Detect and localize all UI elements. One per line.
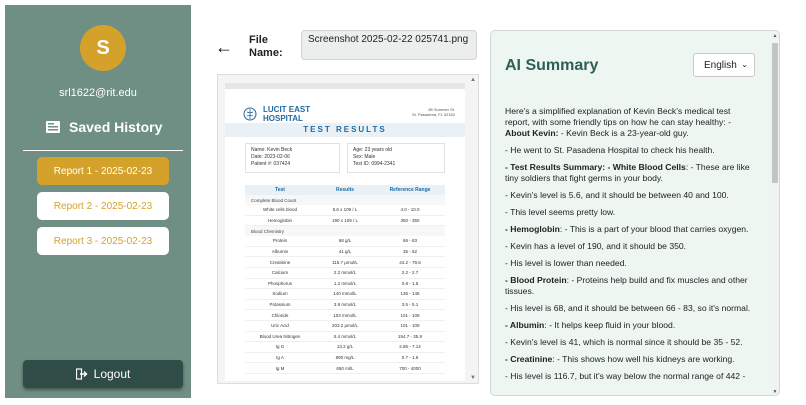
summary-paragraph: - His level is 68, and it should be between 66 - 83, so it's normal.: [505, 303, 751, 313]
table-row: [245, 363, 445, 374]
table-section-heading: Complete Blood Count: [245, 195, 445, 205]
report-1-button[interactable]: Report 1 - 2025-02-23: [37, 157, 169, 185]
summary-paragraph: - Kevin has a level of 190, and it should be 350.: [505, 241, 687, 251]
table-section-heading: Blood Chemistry: [245, 226, 445, 236]
scroll-up-icon[interactable]: ▲: [772, 33, 778, 39]
patient-info-box: [245, 143, 340, 173]
table-cell: 700 - 4000: [399, 365, 421, 371]
summary-paragraph: - Albumin: - It helps keep fluid in your blood.: [505, 320, 676, 330]
file-name-label: File Name:: [249, 34, 283, 59]
table-cell: 101 - 109: [400, 312, 420, 318]
table-cell: Calcium: [271, 270, 289, 276]
table-row: [245, 310, 445, 321]
table-cell: 5.6 x 109 / L: [332, 207, 358, 213]
table-cell: Chloride: [271, 312, 289, 318]
table-cell: Blood Urea Nitrogen: [259, 333, 301, 339]
table-cell: Ig G: [275, 344, 285, 350]
table-cell: Uric Acid: [271, 323, 289, 329]
table-cell: 35 - 52: [402, 249, 417, 255]
ai-summary-panel: [490, 30, 780, 396]
results-table-header: [245, 185, 445, 195]
table-row: [245, 289, 445, 300]
saved-history-label: Saved History: [69, 119, 163, 135]
table-cell: 2.2 - 2.7: [401, 270, 419, 276]
patient-sex: Sex: Male: [353, 154, 376, 160]
patient-date: Date: 2023-02-06: [251, 154, 290, 160]
table-cell: 136 - 146: [400, 291, 420, 297]
patient-info-box-2: [347, 143, 445, 173]
hospital-address: 85 Summer St. St. Pasadena, FL 32182: [412, 107, 455, 117]
document-top-bar: [225, 83, 465, 89]
report-3-button[interactable]: Report 3 - 2025-02-23: [37, 227, 169, 255]
header-reference-range: Reference Range: [389, 187, 431, 193]
header-test: Test: [275, 187, 285, 193]
summary-paragraph: - This level seems pretty low.: [505, 207, 616, 217]
table-cell: Hemoglobin: [267, 217, 292, 223]
table-row: [245, 300, 445, 311]
table-cell: 44.2 - 79.6: [399, 259, 421, 265]
history-icon: [45, 119, 61, 135]
patient-id: Patient #: 037424: [251, 161, 291, 167]
table-row: [245, 321, 445, 332]
results-table: [245, 185, 445, 374]
avatar[interactable]: S: [80, 25, 126, 71]
table-row: [245, 216, 445, 227]
saved-history-heading: [45, 119, 162, 135]
table-row: [245, 205, 445, 216]
table-cell: 0.8 - 1.5: [401, 280, 419, 286]
preview-scroll-up-icon[interactable]: ▲: [470, 77, 476, 83]
table-cell: 650 ml/L: [336, 365, 354, 371]
table-cell: 3.5 - 5.1: [401, 302, 419, 308]
summary-paragraph: Here's a simplified explanation of Kevin Beck's medical test report, with some friendly tips on how he can stay healthy: - About Kevin: - Kevin Beck is a 23-year-old guy.: [505, 106, 731, 138]
table-cell: 68 g/L: [338, 238, 352, 244]
table-cell: Phosphorus: [267, 280, 293, 286]
table-cell: Protein: [272, 238, 288, 244]
sidebar-divider: [23, 150, 183, 151]
table-cell: Albumin: [271, 249, 289, 255]
table-cell: 1.2 mmol/L: [333, 280, 357, 286]
summary-paragraph: - Hemoglobin: - This is a part of your blood that carries oxygen.: [505, 224, 749, 234]
preview-scroll-down-icon[interactable]: ▼: [470, 375, 476, 381]
summary-paragraph: - His level is 116.7, but it's way below the normal range of 442 -: [505, 371, 746, 381]
table-cell: 4.0 - 10.0: [400, 207, 420, 213]
lab-report-image: [225, 83, 465, 381]
user-email: srl1622@rit.edu: [59, 87, 137, 99]
summary-paragraph: - He went to St. Pasadena Hospital to check his health.: [505, 145, 715, 155]
summary-paragraph: - Blood Protein: - Proteins help build and fix muscles and other tissues.: [505, 275, 748, 296]
hospital-logo-icon: [243, 107, 257, 121]
file-name-field: Screenshot 2025-02-22 025741.png: [301, 30, 477, 60]
hospital-header: [243, 105, 323, 123]
table-cell: 5.4 mmol/L: [333, 333, 357, 339]
summary-scrollbar[interactable]: [771, 33, 779, 395]
patient-age: Age: 23 years old: [353, 147, 392, 153]
summary-paragraph: - Kevin's level is 41, which is normal since it should be 35 - 52.: [505, 337, 743, 347]
table-cell: White cells blood: [262, 207, 298, 213]
table-cell: Sodium: [272, 291, 288, 297]
scroll-down-icon[interactable]: ▼: [772, 389, 778, 395]
table-cell: 66 - 83: [402, 238, 417, 244]
table-row: [245, 353, 445, 364]
table-cell: 41 g/L: [338, 249, 352, 255]
test-id: Test ID: 0994-2341: [353, 161, 396, 167]
table-cell: Creatinine: [269, 259, 291, 265]
language-select[interactable]: [693, 53, 755, 77]
table-cell: 154.7 - 35.9: [397, 333, 423, 339]
test-results-title: TEST RESULTS: [225, 123, 465, 137]
table-cell: 13.2 g/L: [336, 344, 354, 350]
table-cell: Potassium: [269, 302, 291, 308]
report-2-button[interactable]: Report 2 - 2025-02-23: [37, 192, 169, 220]
table-cell: 101 - 109: [400, 323, 420, 329]
summary-paragraph: - Creatinine: - This shows how well his kidneys are working.: [505, 354, 735, 364]
table-cell: 103 mmol/L: [333, 312, 357, 318]
table-cell: 0.7 - 1.6: [401, 355, 419, 361]
scrollbar-thumb[interactable]: [772, 43, 778, 183]
table-row: [245, 236, 445, 247]
ai-summary-title: AI Summary: [505, 57, 599, 74]
table-row: [245, 279, 445, 290]
table-cell: 2.86 - 7.14: [399, 344, 421, 350]
table-cell: 203.2 μmol/L: [331, 323, 359, 329]
hospital-name: LUCIT EAST HOSPITAL: [263, 105, 311, 123]
summary-text: [505, 106, 755, 388]
document-preview[interactable]: [217, 74, 479, 384]
patient-name: Name: Kevin Beck: [251, 147, 293, 153]
table-cell: 350 - 350: [400, 217, 420, 223]
table-cell: 140 mmol/L: [333, 291, 357, 297]
logout-icon: [76, 368, 88, 380]
sidebar: [5, 5, 191, 398]
language-value: English: [704, 59, 737, 71]
table-row: [245, 257, 445, 268]
table-row: [245, 332, 445, 343]
summary-paragraph: - His level is lower than needed.: [505, 258, 627, 268]
table-cell: 190 x 109 / L: [331, 217, 359, 223]
table-cell: 2.2 mmol/L: [333, 270, 357, 276]
table-row: [245, 268, 445, 279]
back-arrow-icon[interactable]: ←: [215, 37, 233, 57]
table-cell: 116.7 μmol/L: [332, 259, 358, 265]
table-row: [245, 247, 445, 258]
header-results: Results: [335, 187, 355, 193]
table-cell: 890 mg/L: [335, 355, 355, 361]
logout-button[interactable]: [23, 360, 183, 388]
table-cell: Ig M: [275, 365, 285, 371]
summary-paragraph: - Test Results Summary: - White Blood Cells: - These are like tiny soldiers that fight germs in your body.: [505, 162, 750, 183]
table-cell: Ig A: [276, 355, 284, 361]
summary-paragraph: - Kevin's level is 5.6, and it should be between 40 and 100.: [505, 190, 729, 200]
logout-label: Logout: [93, 367, 131, 381]
table-cell: 3.9 mmol/L: [333, 302, 357, 308]
table-row: [245, 342, 445, 353]
chevron-down-icon: ⌄: [741, 60, 748, 69]
